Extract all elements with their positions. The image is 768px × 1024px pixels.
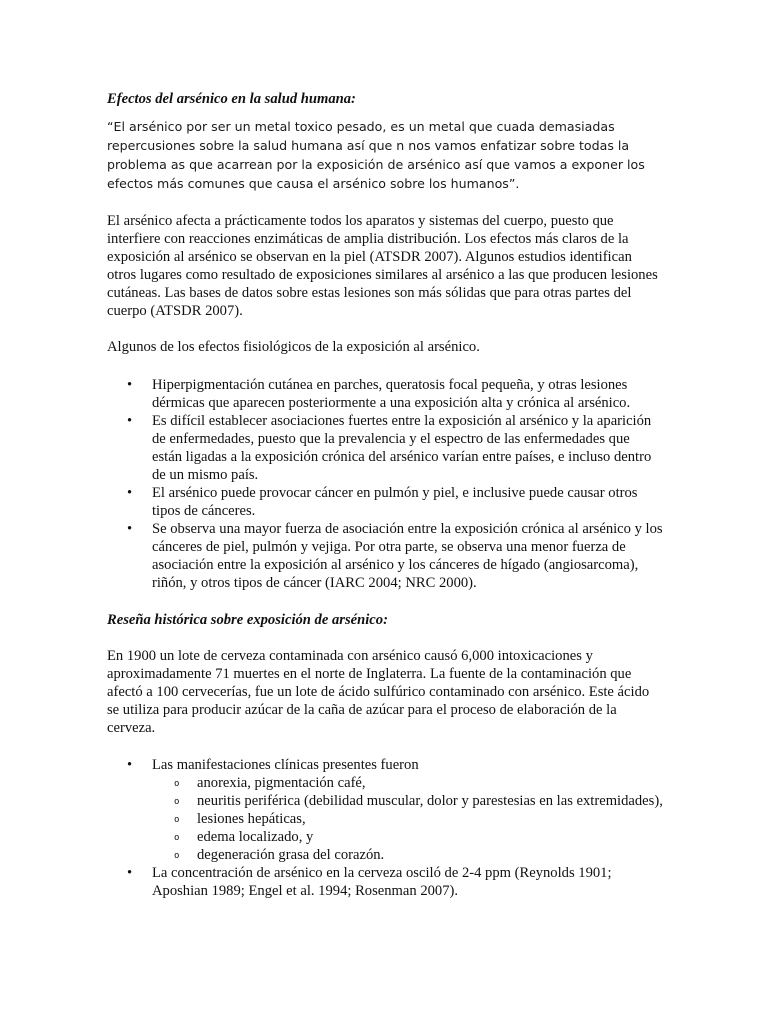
- list-item: [107, 520, 663, 592]
- list-item-text: Las manifestaciones clínicas presentes fueron: [152, 757, 419, 773]
- history-bullet-list: [107, 756, 663, 900]
- effects-intro-line: Algunos de los efectos fisiológicos de la exposición al arsénico.: [107, 339, 480, 355]
- section-heading-effects: Efectos del arsénico en la salud humana:: [107, 91, 356, 107]
- sub-list-item: [152, 792, 663, 810]
- sub-list-item: [152, 810, 663, 828]
- list-item: [107, 864, 663, 900]
- document-page: [107, 90, 663, 900]
- bullet-icon: •: [127, 377, 133, 393]
- sub-list-item-text: degeneración grasa del corazón.: [197, 847, 385, 863]
- list-item-text: El arsénico puede provocar cáncer en pulmón y piel, e inclusive puede causar otros tipos de cánceres.: [152, 485, 638, 519]
- list-item-text: Hiperpigmentación cutánea en parches, queratosis focal pequeña, y otras lesiones dérmicas que aparecen posteriormente a una exposición alta y crónica al arsénico.: [152, 377, 631, 411]
- bullet-icon: •: [127, 757, 133, 773]
- list-item: [107, 376, 663, 412]
- intro-quote: “El arsénico por ser un metal toxico pesado, es un metal que cuada demasiadas repercusiones sobre la salud humana así que n nos vamos enfatizar sobre todas la problema as que acarrean por la exposición de arsénico así que vamos a exponer los efectos más comunes que causa el arsénico sobre los humanos”.: [107, 119, 645, 191]
- effects-bullet-list: [107, 376, 663, 592]
- sub-list-item-text: anorexia, pigmentación café,: [197, 775, 366, 791]
- list-item: [107, 756, 663, 864]
- sub-list: [152, 774, 663, 864]
- bullet-icon: •: [127, 485, 133, 501]
- sub-list-item: [152, 774, 663, 792]
- effects-paragraph: El arsénico afecta a prácticamente todos los aparatos y sistemas del cuerpo, puesto que interfiere con reacciones enzimáticas de amplia distribución. Los efectos más claros de la exposición al arsénico se observan en la piel (ATSDR 2007). Algunos estudios identifican otros lugares como resultado de exposiciones similares al arsénico a las que producen lesiones cutáneas. Las bases de datos sobre estas lesiones son más sólidas que para otras partes del cuerpo (ATSDR 2007).: [107, 213, 658, 319]
- list-item-text: Se observa una mayor fuerza de asociación entre la exposición crónica al arsénico y los cánceres de piel, pulmón y vejiga. Por otra parte, se observa una menor fuerza de asociación entre la exposición al arsénico y los cánceres de hígado (angiosarcoma), riñón, y otros tipos de cáncer (IARC 2004; NRC 2000).: [152, 521, 663, 591]
- sub-bullet-icon: o: [174, 815, 180, 825]
- list-item: [107, 484, 663, 520]
- section-heading-history: Reseña histórica sobre exposición de arsénico:: [107, 612, 388, 628]
- history-paragraph: En 1900 un lote de cerveza contaminada con arsénico causó 6,000 intoxicaciones y aproximadamente 71 muertes en el norte de Inglaterra. La fuente de la contaminación que afectó a 100 cervecerías, fue un lote de ácido sulfúrico contaminado con arsénico. Este ácido se utiliza para producir azúcar de la caña de azúcar para el proceso de elaboración de la cerveza.: [107, 648, 650, 736]
- bullet-icon: •: [127, 413, 133, 429]
- sub-list-item-text: lesiones hepáticas,: [197, 811, 306, 827]
- sub-list-item: [152, 846, 663, 864]
- bullet-icon: •: [127, 865, 133, 881]
- sub-bullet-icon: o: [174, 797, 180, 807]
- list-item-text: La concentración de arsénico en la cerveza osciló de 2-4 ppm (Reynolds 1901; Aposhian 1989; Engel et al. 1994; Rosenman 2007).: [152, 865, 612, 899]
- list-item-text: Es difícil establecer asociaciones fuertes entre la exposición al arsénico y la aparición de enfermedades, puesto que la prevalencia y el espectro de las enfermedades que están ligadas a la exposición crónica del arsénico varían entre países, e incluso dentro de un mismo país.: [152, 413, 652, 483]
- sub-bullet-icon: o: [174, 833, 180, 843]
- sub-bullet-icon: o: [174, 851, 180, 861]
- bullet-icon: •: [127, 521, 133, 537]
- sub-bullet-icon: o: [174, 779, 180, 789]
- sub-list-item-text: neuritis periférica (debilidad muscular, dolor y parestesias en las extremidades),: [197, 793, 663, 809]
- sub-list-item-text: edema localizado, y: [197, 829, 314, 845]
- list-item: [107, 412, 663, 484]
- sub-list-item: [152, 828, 663, 846]
